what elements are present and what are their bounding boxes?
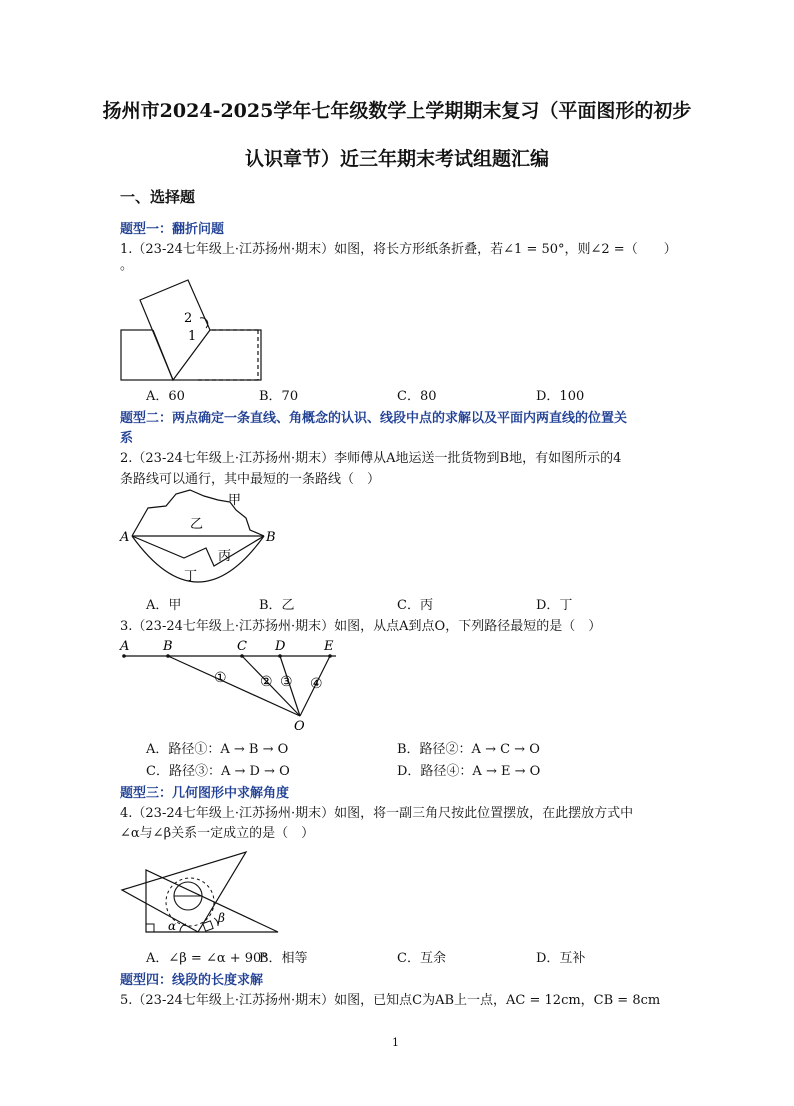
question-1-tail: 。 [120, 258, 134, 273]
document-title-line2: 认识章节）近三年期末考试组题汇编 [244, 148, 549, 170]
q4-option-d[interactable]: D．互补 [536, 951, 586, 966]
q3-option-c[interactable]: C．路径③：A → D → O [146, 764, 290, 779]
q1-option-a[interactable]: A．60 [146, 389, 185, 404]
question-4-figure [118, 846, 288, 940]
q1-option-b[interactable]: B．70 [259, 389, 299, 404]
question-4-line1: 4.（23-24七年级上·江苏扬州·期末）如图，将一副三角尺按此位置摆放，在此摆放方式中 [120, 806, 634, 821]
question-4-line2: ∠α与∠β关系一定成立的是（ ） [120, 826, 315, 841]
page-number: 1 [392, 1036, 399, 1049]
beta-label: β [218, 911, 225, 925]
question-5-text: 5.（23-24七年级上·江苏扬州·期末）如图，已知点C为AB上一点，AC = 12cm，CB = 8cm [120, 993, 661, 1008]
question-type-3: 题型三：几何图形中求解角度 [120, 786, 290, 801]
point-a: A [120, 639, 130, 654]
route-yi-label: 乙 [190, 517, 204, 532]
question-3-text: 3.（23-24七年级上·江苏扬州·期末）如图，从点A到点O，下列路径最短的是（ ） [120, 619, 602, 634]
angle-2-label: 2 [184, 311, 193, 326]
question-2-line2: 条路线可以通行，其中最短的一条路线（ ） [120, 472, 381, 487]
q2-option-d[interactable]: D．丁 [536, 598, 573, 613]
point-e: E [324, 639, 334, 654]
q4-option-c[interactable]: C．互余 [397, 951, 446, 966]
route-bing-label: 丙 [218, 549, 232, 564]
question-type-4: 题型四：线段的长度求解 [120, 973, 264, 988]
q1-option-c[interactable]: C．80 [397, 389, 437, 404]
alpha-label: α [168, 919, 177, 933]
q3-option-b[interactable]: B．路径②：A → C → O [397, 742, 540, 757]
path-3-label: ③ [280, 674, 293, 690]
point-a-label: A [120, 530, 130, 545]
question-2-figure [118, 488, 278, 592]
q2-option-c[interactable]: C．丙 [397, 598, 433, 613]
q3-option-d[interactable]: D．路径④：A → E → O [397, 764, 541, 779]
question-1-figure [118, 278, 268, 382]
route-jia-label: 甲 [228, 493, 242, 508]
question-2-line1: 2.（23-24七年级上·江苏扬州·期末）李师傅从A地运送一批货物到B地，有如图所示的4 [120, 451, 622, 466]
question-1-text: 1.（23-24七年级上·江苏扬州·期末）如图，将长方形纸条折叠，若∠1 = 50°，则∠2 =（ ） [120, 242, 677, 257]
angle-1-label: 1 [188, 329, 197, 344]
question-type-1: 题型一：翻折问题 [120, 222, 225, 237]
section-heading: 一、选择题 [120, 188, 196, 206]
q2-option-b[interactable]: B．乙 [259, 598, 295, 613]
question-3-figure [118, 636, 348, 732]
document-title-line1: 扬州市2024-2025学年七年级数学上学期期末复习（平面图形的初步 [102, 100, 692, 122]
path-2-label: ② [260, 674, 273, 690]
path-4-label: ④ [310, 676, 323, 692]
point-d: D [275, 639, 286, 654]
question-type-2-line2: 系 [120, 431, 134, 446]
q2-option-a[interactable]: A．甲 [146, 598, 182, 613]
q1-option-d[interactable]: D．100 [536, 389, 585, 404]
point-c: C [237, 639, 247, 654]
q4-option-b[interactable]: B．相等 [259, 951, 308, 966]
point-b: B [163, 639, 173, 654]
q3-option-a[interactable]: A．路径①：A → B → O [146, 742, 289, 757]
point-o: O [294, 719, 305, 734]
q4-option-a[interactable]: A．∠β = ∠α + 90° [146, 951, 268, 966]
point-b-label: B [266, 530, 276, 545]
question-type-2-line1: 题型二：两点确定一条直线、角概念的认识、线段中点的求解以及平面内两直线的位置关 [120, 411, 628, 426]
path-1-label: ① [214, 670, 227, 686]
route-ding-label: 丁 [184, 569, 198, 584]
